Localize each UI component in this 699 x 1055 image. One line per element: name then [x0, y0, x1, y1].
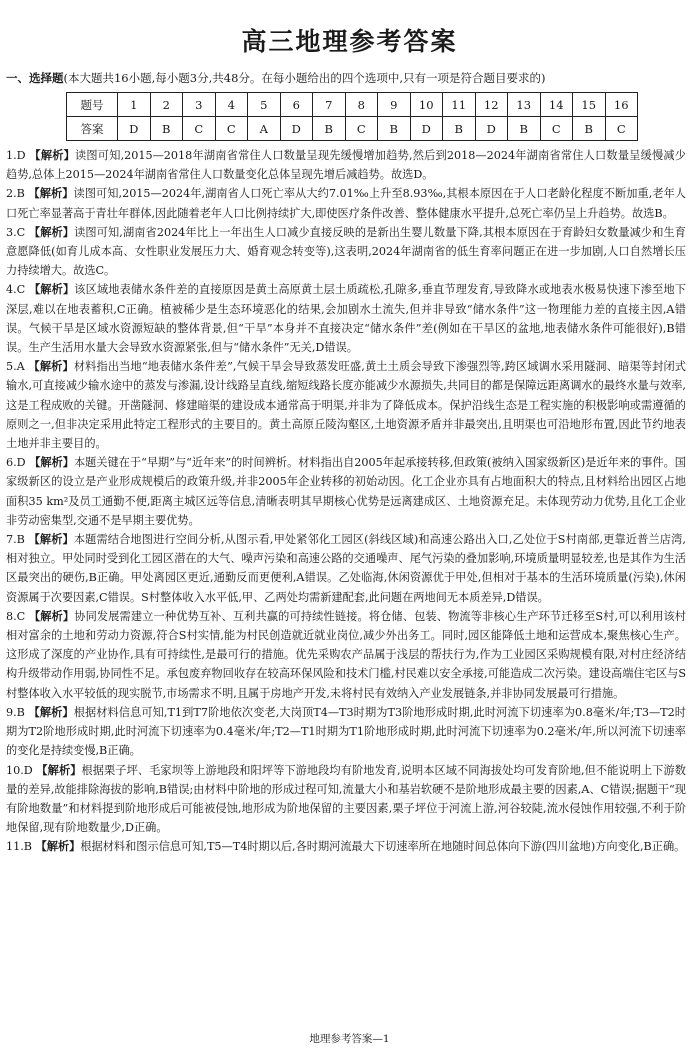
explanation-item — [6, 703, 686, 761]
number-cell: 6 — [280, 93, 313, 117]
item-explanation: 协同发展需建立一种优势互补、互利共赢的可持续性链接。将仓储、包装、物流等非核心生产环节迁移至S村,可以利用该村相对富余的土地和劳动力资源,符合S村实情,能为村民创造就近就业岗位,减少外出务工。同时,园区能降低土地和运营成本,聚焦核心生产。这形成了深度的产业协作,具有可持续性,是最可行的措施。优先采购农产品属于浅层的帮扶行为,作为工业园区采购规模有限,对村庄经济结构升级带动作用弱,协同性不足。承包废弃物回收存在较高环保风险和技术门槛,村民难以安全承接,可能造成二次污染。建设高端住宅区与S村整体收入水平较低的现实脱节,市场需求不明,且属于房地产开发,未将村民有效纳入产业发展链条,并非协同发展最可行措施。 — [6, 609, 686, 700]
analysis-tag: 【解析】 — [29, 149, 76, 162]
number-cell: 12 — [475, 93, 508, 117]
item-number-answer: 6.D — [6, 456, 26, 470]
section-heading — [6, 70, 546, 86]
number-cell: 8 — [345, 93, 378, 117]
answer-cell: B — [443, 117, 476, 141]
item-number-answer: 5.A — [6, 360, 25, 374]
explanation-item — [6, 761, 686, 838]
item-number-answer: 1.D — [6, 149, 26, 162]
answer-cell: C — [605, 117, 638, 141]
number-cell: 5 — [248, 93, 281, 117]
analysis-tag: 【解析】 — [35, 840, 81, 854]
analysis-tag: 【解析】 — [28, 360, 74, 374]
analysis-tag: 【解析】 — [28, 187, 74, 201]
section-label: 一、选择题 — [6, 71, 64, 85]
answer-cell: D — [280, 117, 313, 141]
item-number-answer: 7.B — [6, 533, 25, 547]
number-cell: 2 — [150, 93, 183, 117]
explanation-item — [6, 837, 686, 856]
item-number-answer: 9.B — [6, 705, 25, 719]
answer-cell: B — [378, 117, 411, 141]
analysis-tag: 【解析】 — [29, 456, 74, 470]
section-description: (本大题共16小题,每小题3分,共48分。在每小题给出的四个选项中,只有一项是符合题目要求的) — [63, 71, 546, 85]
item-number-answer: 2.B — [6, 187, 25, 201]
answer-cell: A — [248, 117, 281, 141]
answer-cell: C — [345, 117, 378, 141]
number-cell: 13 — [508, 93, 541, 117]
number-cell: 9 — [378, 93, 411, 117]
explanation-item — [6, 607, 686, 703]
number-cell: 3 — [183, 93, 216, 117]
analysis-tag: 【解析】 — [28, 533, 74, 547]
answer-cell: B — [573, 117, 606, 141]
answer-cell: B — [508, 117, 541, 141]
analysis-tag: 【解析】 — [28, 705, 74, 719]
analysis-tag: 【解析】 — [28, 609, 75, 623]
item-number-answer: 8.C — [6, 609, 26, 623]
item-number-answer: 10.D — [6, 763, 33, 777]
analysis-tag: 【解析】 — [28, 283, 75, 297]
item-explanation: 材料指出当地“地表储水条件差”,气候干旱会导致蒸发旺盛,黄土土质会导致下渗强烈等,跨区域调水采用隧洞、暗渠等封闭式输水,可直接减少输水途中的蒸发与渗漏,设计线路呈直线,缩短线路长度亦能减少水源损失,共同目的都是保障远距离调水的最终水量与效率,这是工程成败的关键。开凿隧洞、修建暗渠的建设成本通常高于明渠,并非为了降低成本。保护沿线生态是工程实施的积极影响或需遵循的原则之一,但非决定采用此特定工程形式的主要目的。黄土高原丘陵沟壑区,土地资源矛盾并非最突出,且明渠也可沿地形布置,因此节约地表土地并非主要目的。 — [6, 360, 686, 451]
explanation-item — [6, 357, 686, 453]
item-explanation: 读图可知,2015—2024年,湖南省人口死亡率从大约7.01‰上升至8.93‰,其根本原因在于人口老龄化程度不断加重,老年人口死亡率显著高于青壮年群体,因此随着老年人口比例持续扩大,即使医疗条件改善、整体健康水平提升,总死亡率仍呈上升趋势。故选B。 — [6, 187, 686, 220]
item-explanation: 根据栗子坪、毛家坝等上游地段和阳坪等下游地段均有阶地发育,说明本区域不同海拔处均可发育阶地,但不能说明上下游数量的差异,故能排除海拔的影响,B错误;由材料中阶地的形成过程可知,流量大小和基岩软硬不是阶地形成最主要的因素,A、C错误;据题干“现有阶地数量”和材料提到阶地形成后可能被侵蚀,地形成为阶地保留的主要因素,栗子坪位于河流上游,河谷较陡,流水侵蚀作用较强,不利于阶地保留,现有阶地数量少,D正确。 — [6, 763, 686, 835]
item-explanation: 该区域地表储水条件差的直接原因是黄土高原黄土层土质疏松,孔隙多,垂直节理发育,导致降水或地表水极易快速下渗至地下深层,难以在地表蓄积,C正确。植被稀少是生态环境恶化的结果,会加剧水土流失,但并非导致“储水条件”这一物理能力差的直接主因,A错误。气候干旱是区域水资源短缺的整体背景,但“干旱”本身并不直接决定“储水条件”差(例如在干旱区的盆地,地表储水条件可能很好),B错误。生产生活用水量大会导致水资源紧张,但与“储水条件”无关,D错误。 — [6, 283, 686, 355]
explanation-item — [6, 184, 686, 222]
answer-cell: D — [410, 117, 443, 141]
item-explanation: 本题需结合地图进行空间分析,从图示看,甲处紧邻化工园区(斜线区域)和高速公路出入口,乙处位于S村南部,更靠近普兰店湾,相对独立。甲处同时受到化工园区潜在的大气、噪声污染和高速公路的交通噪声、尾气污染的叠加影响,环境质量明显较差,也是其作为生活区最突出的硬伤,B正确。甲处离园区更近,通勤反而更便利,A错误。乙处临海,休闲资源优于甲处,但相对于基本的生活环境质量(污染),休闲资源属于次要因素,C错误。S村整体收入水平低,甲、乙两处均需新建配套,此问题在两地间无本质差异,D错误。 — [6, 533, 686, 604]
number-cell: 1 — [118, 93, 151, 117]
item-number-answer: 4.C — [6, 283, 26, 297]
answer-cell: D — [118, 117, 151, 141]
item-explanation: 本题关键在于“早期”与“近年来”的时间辨析。材料指出自2005年起承接转移,但政策(被纳入国家级新区)是近年来的事件。国家级新区的设立是产业形成规模后的政策升级,并非2005年企业转移的初始动因。化工企业亦具有占地面积大的特点,且材料给出园区占地面积35 km²及员工通勤不便,距离主城区远等信息,清晰表明其早期核心优势是远离建成区、土地资源充足。未体现劳动力优势,且化工企业非劳动密集型,交通不是早期主要优势。 — [6, 456, 686, 527]
answer-cell: C — [183, 117, 216, 141]
answer-cell: C — [540, 117, 573, 141]
explanation-item — [6, 146, 686, 184]
answer-cell: B — [150, 117, 183, 141]
explanation-item — [6, 530, 686, 607]
analysis-tag: 【解析】 — [36, 763, 82, 777]
number-cell: 15 — [573, 93, 606, 117]
answer-table — [66, 92, 638, 141]
answer-table-number-row — [67, 93, 638, 117]
explanation-list — [6, 146, 686, 857]
answer-row-header: 答案 — [67, 117, 118, 141]
number-row-header: 题号 — [67, 93, 118, 117]
answer-cell: C — [215, 117, 248, 141]
item-number-answer: 3.C — [6, 225, 26, 239]
number-cell: 7 — [313, 93, 346, 117]
number-cell: 14 — [540, 93, 573, 117]
item-explanation: 根据材料信息可知,T1到T7阶地依次变老,大岗顶T4—T3时期为T3阶地形成时期,此时河流下切速率为0.8毫米/年;T3—T2时期为T2阶地形成时期,此时河流下切速率为0.4毫米/年;T2—T1时期为T1阶地形成时期,此时河流下切速率为0.2毫米/年,所以河流下切速率的变化是持续变慢,B正确。 — [6, 705, 686, 758]
number-cell: 16 — [605, 93, 638, 117]
number-cell: 4 — [215, 93, 248, 117]
number-cell: 10 — [410, 93, 443, 117]
page-title: 高三地理参考答案 — [241, 27, 458, 56]
answer-table-answer-row — [67, 117, 638, 141]
item-explanation: 根据材料和图示信息可知,T5—T4时期以后,各时期河流最大下切速率所在地随时间总体向下游(四川盆地)方向变化,B正确。 — [80, 840, 686, 854]
answer-cell: D — [475, 117, 508, 141]
item-number-answer: 11.B — [6, 840, 33, 854]
item-explanation: 读图可知,湖南省2024年比上一年出生人口减少直接反映的是新出生婴儿数量下降,其根本原因在于育龄妇女数量减少和生育意愿降低(如育儿成本高、女性职业发展压力大、婚育观念转变等),这表明,2024年湖南省的低生育率问题正在进一步加剧,人口自然增长压力持续增大。故选C。 — [6, 225, 686, 278]
item-explanation: 读图可知,2015—2018年湖南省常住人口数量呈现先缓慢增加趋势,然后到2018—2024年湖南省常住人口数量呈缓慢减少趋势,总体上2015—2024年湖南省常住人口数量变化总体呈现先增后减趋势。故选D。 — [6, 149, 686, 182]
analysis-tag: 【解析】 — [28, 225, 75, 239]
explanation-item — [6, 280, 686, 357]
page-footer: 地理参考答案—1 — [309, 1033, 390, 1045]
explanation-item — [6, 453, 686, 530]
answer-cell: B — [313, 117, 346, 141]
explanation-item — [6, 223, 686, 281]
number-cell: 11 — [443, 93, 476, 117]
